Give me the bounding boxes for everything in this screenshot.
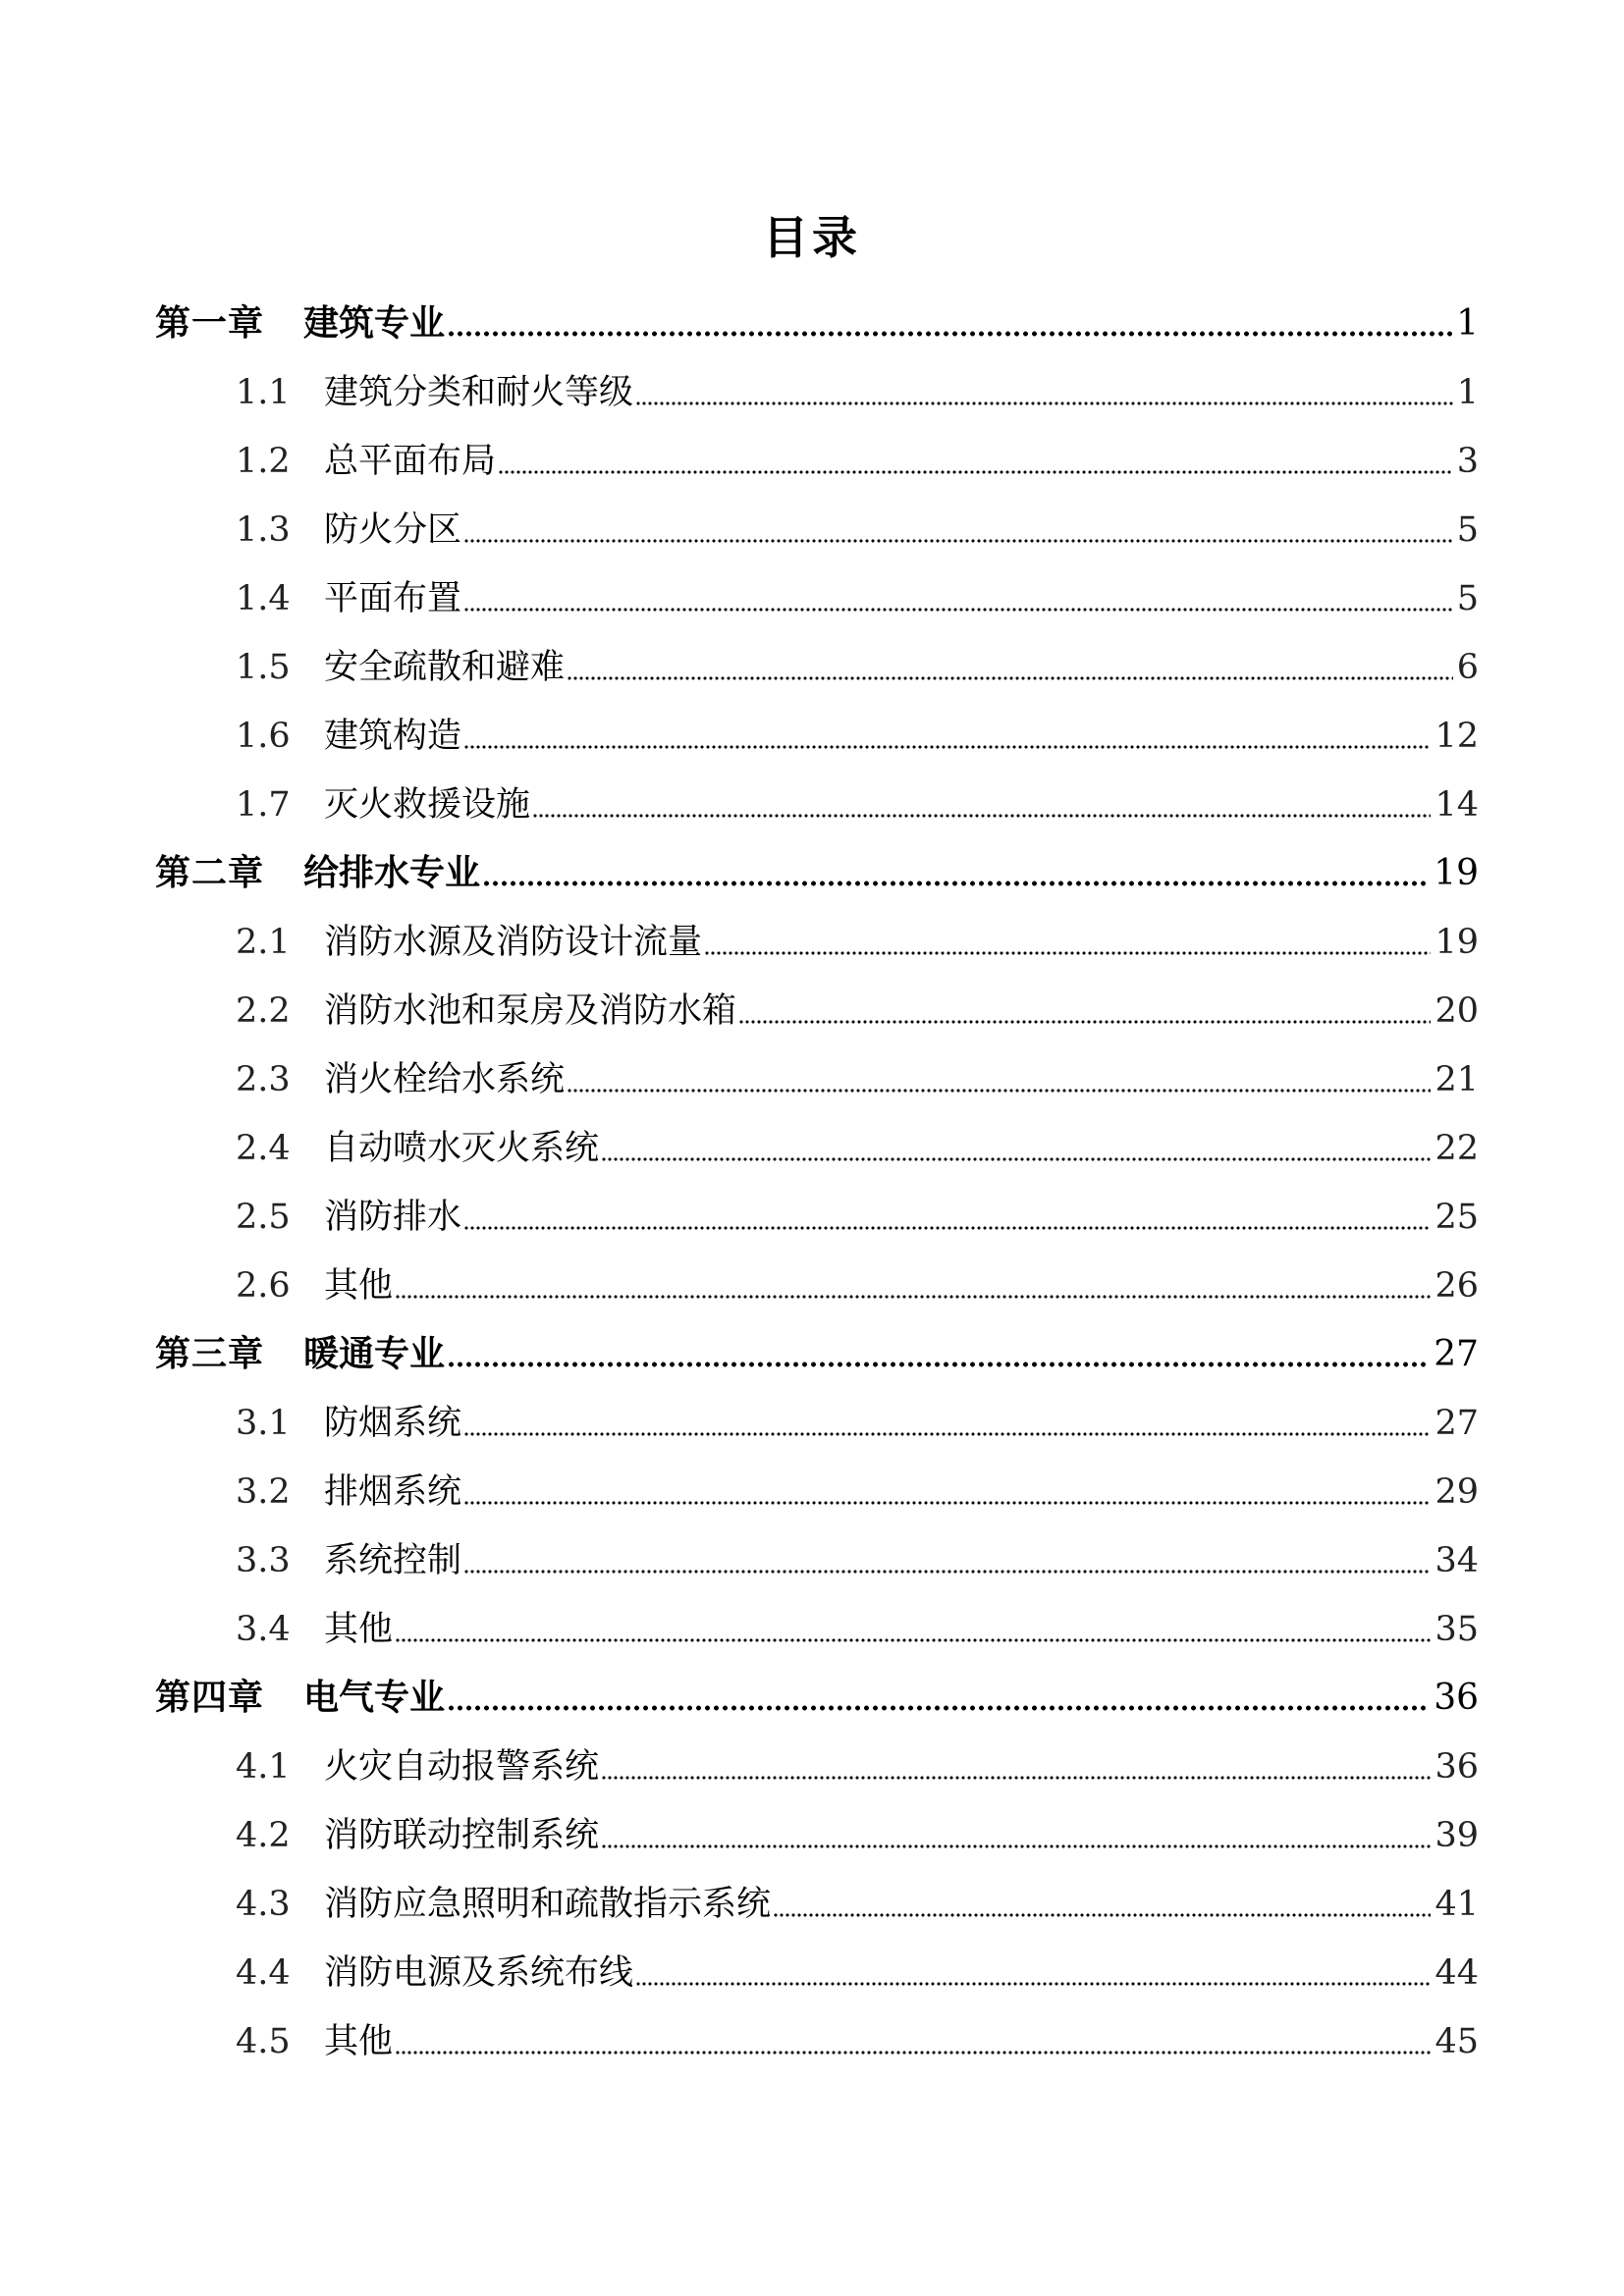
toc-page-number: 22 [1435, 1129, 1479, 1168]
toc-dot-leader [463, 1531, 1431, 1590]
toc-section-entry[interactable] [0, 2012, 1624, 2071]
toc-page-number: 1 [1456, 303, 1479, 344]
toc-page-number: 35 [1435, 1610, 1479, 1649]
toc-entry-number: 1.1 [236, 373, 291, 412]
toc-entry-number: 2.5 [236, 1198, 291, 1237]
toc-entry-title: 总平面布局 [324, 442, 497, 481]
toc-section-entry[interactable] [0, 1875, 1624, 1934]
toc-section-entry[interactable] [0, 638, 1624, 697]
toc-entry-title: 系统控制 [324, 1541, 462, 1580]
toc-page-number: 3 [1456, 442, 1479, 481]
toc-entry-number: 1.7 [236, 785, 291, 825]
toc-section-entry[interactable] [0, 982, 1624, 1041]
toc-page-number: 12 [1435, 717, 1479, 756]
toc-entry-number: 3.3 [236, 1541, 291, 1580]
toc-entry-number: 2.6 [236, 1266, 291, 1306]
toc-entry-title: 其他 [324, 1610, 394, 1649]
toc-entry-number: 3.1 [236, 1404, 291, 1443]
toc-section-entry[interactable] [0, 1463, 1624, 1522]
toc-section-entry[interactable] [0, 432, 1624, 491]
toc-dot-leader [463, 569, 1453, 628]
toc-section-entry[interactable] [0, 1188, 1624, 1247]
toc-section-entry[interactable] [0, 1394, 1624, 1453]
toc-entry-title: 消防联动控制系统 [324, 1816, 600, 1855]
toc-dot-leader [635, 363, 1453, 422]
toc-dot-leader [773, 1875, 1431, 1934]
toc-entry-title: 电气专业 [303, 1678, 446, 1718]
toc-section-entry[interactable] [0, 775, 1624, 834]
toc-entry-title: 排烟系统 [324, 1472, 462, 1512]
toc-page-number: 41 [1435, 1885, 1479, 1924]
toc-page-number: 26 [1435, 1266, 1479, 1306]
toc-entry-title: 其他 [324, 1266, 394, 1306]
toc-entry-title: 防烟系统 [324, 1404, 462, 1443]
toc-entry-title: 自动喷水灭火系统 [324, 1129, 600, 1168]
toc-entry-title: 其他 [324, 2022, 394, 2061]
toc-dot-leader [447, 1669, 1430, 1728]
toc-dot-leader [447, 1325, 1430, 1384]
toc-dot-leader [463, 1463, 1431, 1522]
toc-entry-title: 消防水池和泵房及消防水箱 [324, 991, 737, 1031]
toc-entry-title: 建筑分类和耐火等级 [324, 373, 634, 412]
toc-dot-leader [601, 1737, 1431, 1796]
toc-entry-number: 1.3 [236, 510, 291, 550]
toc-page-number: 19 [1435, 923, 1479, 962]
toc-page-number: 1 [1456, 373, 1479, 412]
toc-entry-title: 暖通专业 [303, 1334, 446, 1374]
toc-dot-leader [635, 1944, 1431, 2002]
toc-section-entry[interactable] [0, 1256, 1624, 1315]
toc-entry-number: 2.1 [236, 923, 291, 962]
toc-entry-number: 第二章 [155, 853, 265, 893]
toc-entry-title: 消火栓给水系统 [324, 1060, 566, 1099]
toc-section-entry[interactable] [0, 1050, 1624, 1109]
toc-dot-leader [482, 844, 1430, 903]
toc-page-number: 19 [1434, 853, 1479, 893]
toc-entry-number: 4.2 [236, 1816, 291, 1855]
toc-dot-leader [463, 707, 1431, 766]
toc-section-entry[interactable] [0, 707, 1624, 766]
toc-dot-leader [532, 775, 1431, 834]
toc-page-number: 34 [1435, 1541, 1479, 1580]
toc-entry-number: 3.2 [236, 1472, 291, 1512]
toc-dot-leader [567, 638, 1453, 697]
toc-page-number: 27 [1435, 1404, 1479, 1443]
toc-entry-number: 1.2 [236, 442, 291, 481]
toc-dot-leader [567, 1050, 1431, 1109]
toc-entry-title: 防火分区 [324, 510, 462, 550]
toc-page-number: 45 [1435, 2022, 1479, 2061]
toc-entry-title: 消防应急照明和疏散指示系统 [324, 1885, 772, 1924]
toc-page-number: 36 [1435, 1747, 1479, 1787]
toc-entry-title: 建筑构造 [324, 717, 462, 756]
toc-entry-number: 4.1 [236, 1747, 291, 1787]
toc-entry-title: 安全疏散和避难 [324, 648, 566, 687]
toc-entry-number: 4.5 [236, 2022, 291, 2061]
toc-page-number: 14 [1435, 785, 1479, 825]
toc-page-number: 36 [1434, 1678, 1479, 1718]
toc-entry-title: 灭火救援设施 [324, 785, 531, 825]
toc-section-entry[interactable] [0, 1806, 1624, 1865]
toc-entry-number: 2.3 [236, 1060, 291, 1099]
toc-page-number: 5 [1456, 510, 1479, 550]
toc-entry-number: 4.4 [236, 1953, 291, 1993]
toc-dot-leader [463, 1394, 1431, 1453]
toc-entry-title: 火灾自动报警系统 [324, 1747, 600, 1787]
toc-entry-title: 平面布置 [324, 579, 462, 618]
toc-section-entry[interactable] [0, 913, 1624, 972]
toc-dot-leader [395, 1600, 1431, 1659]
toc-entry-title: 消防排水 [324, 1198, 462, 1237]
toc-page-number: 44 [1435, 1953, 1479, 1993]
toc-entry-number: 1.5 [236, 648, 291, 687]
toc-entry-number: 2.2 [236, 991, 291, 1031]
toc-chapter-entry[interactable] [0, 1669, 1624, 1728]
toc-entry-number: 第四章 [155, 1678, 265, 1718]
toc-section-entry[interactable] [0, 363, 1624, 422]
toc-dot-leader [601, 1806, 1431, 1865]
toc-dot-leader [704, 913, 1431, 972]
toc-dot-leader [738, 982, 1431, 1041]
toc-dot-leader [463, 501, 1453, 560]
toc-chapter-entry[interactable] [0, 844, 1624, 903]
toc-entry-title: 建筑专业 [303, 303, 446, 344]
toc-section-entry[interactable] [0, 569, 1624, 628]
toc-section-entry[interactable] [0, 1737, 1624, 1796]
toc-section-entry[interactable] [0, 1119, 1624, 1178]
toc-chapter-entry[interactable] [0, 1325, 1624, 1384]
toc-entry-number: 1.4 [236, 579, 291, 618]
toc-page-number: 5 [1456, 579, 1479, 618]
toc-entry-number: 第一章 [155, 303, 265, 344]
toc-entry-title: 给排水专业 [303, 853, 481, 893]
toc-page-number: 20 [1435, 991, 1479, 1031]
toc-page-number: 25 [1435, 1198, 1479, 1237]
toc-section-entry[interactable] [0, 1944, 1624, 2002]
toc-entry-number: 第三章 [155, 1334, 265, 1374]
toc-chapter-entry[interactable] [0, 294, 1624, 353]
toc-page-number: 39 [1435, 1816, 1479, 1855]
toc-entry-number: 1.6 [236, 717, 291, 756]
page-title: 目录 [763, 211, 861, 264]
toc-section-entry[interactable] [0, 1600, 1624, 1659]
toc-page-number: 6 [1456, 648, 1479, 687]
toc-dot-leader [447, 294, 1452, 353]
toc-page-number: 21 [1435, 1060, 1479, 1099]
toc-entry-number: 2.4 [236, 1129, 291, 1168]
toc-entry-number: 3.4 [236, 1610, 291, 1649]
toc-entry-title: 消防电源及系统布线 [324, 1953, 634, 1993]
toc-dot-leader [395, 1256, 1431, 1315]
toc-page-number: 29 [1435, 1472, 1479, 1512]
toc-entry-number: 4.3 [236, 1885, 291, 1924]
toc-dot-leader [463, 1188, 1431, 1247]
toc-dot-leader [498, 432, 1453, 491]
toc-dot-leader [395, 2012, 1431, 2071]
toc-entry-title: 消防水源及消防设计流量 [324, 923, 703, 962]
toc-page-number: 27 [1434, 1334, 1479, 1374]
toc-dot-leader [601, 1119, 1431, 1178]
toc-section-entry[interactable] [0, 1531, 1624, 1590]
toc-section-entry[interactable] [0, 501, 1624, 560]
